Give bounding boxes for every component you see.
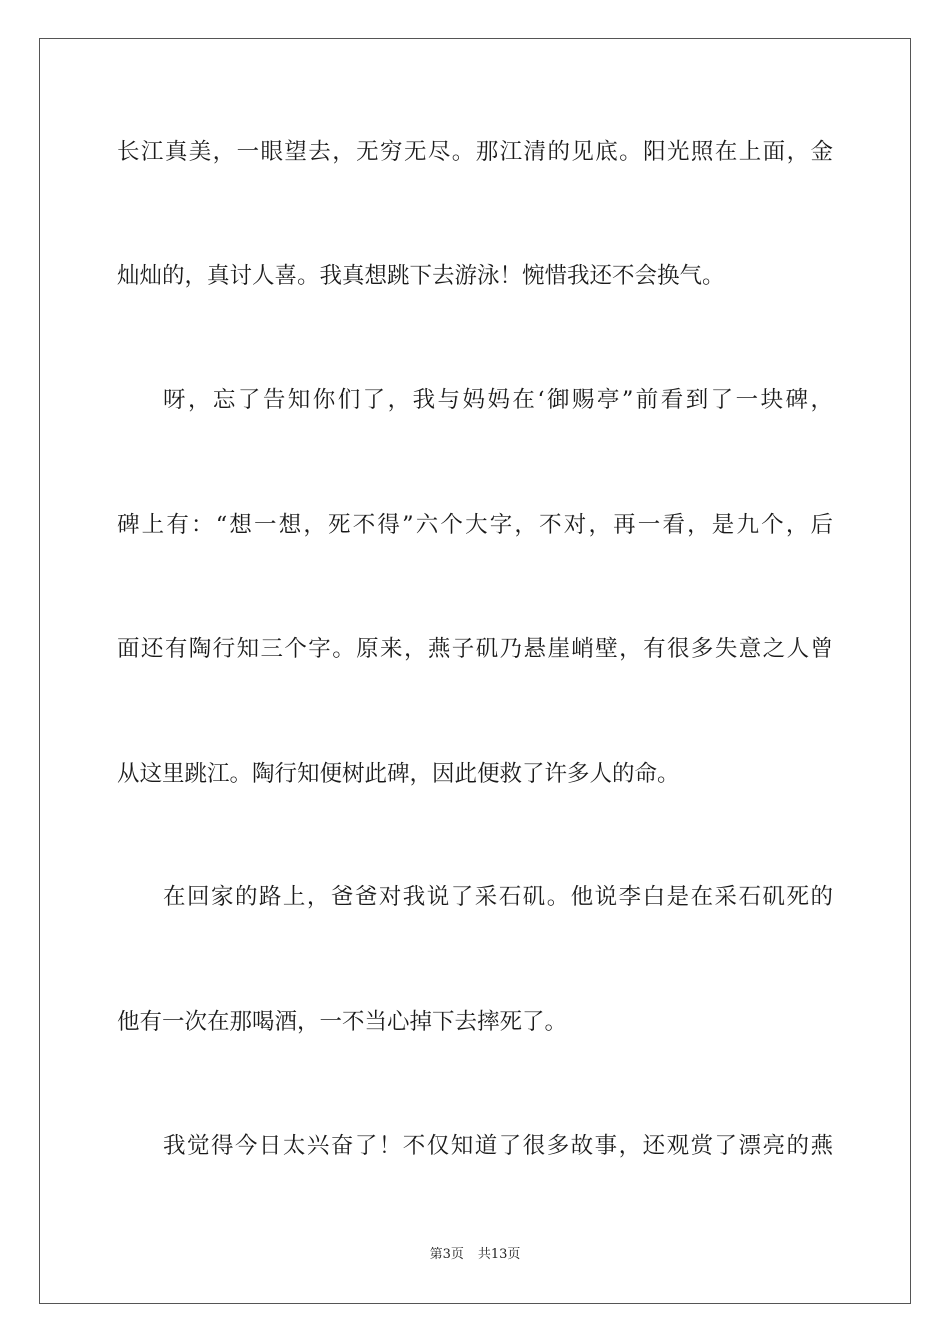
page-border: [39, 38, 911, 1304]
page-footer: [0, 1246, 950, 1264]
page-number: 第3页: [429, 1247, 464, 1262]
text-line-6: 从这里跳江。陶行知便树此碑，因此便救了许多人的命。: [117, 761, 680, 787]
text-line-5: 面还有陶行知三个字。原来，燕子矶乃悬崖峭壁，有很多失意之人曾: [117, 636, 833, 662]
text-line-4: 碑上有：“想一想，死不得”六个大字，不对，再一看，是九个，后: [117, 512, 833, 538]
text-line-2: 灿灿的，真讨人喜。我真想跳下去游泳！惋惜我还不会换气。: [117, 263, 725, 289]
text-line-3: 呀，忘了告知你们了，我与妈妈在‘御赐亭”前看到了一块碑，: [163, 387, 833, 413]
text-line-8: 他有一次在那喝酒，一不当心掉下去摔死了。: [117, 1009, 568, 1035]
page-total: 共13页: [477, 1247, 521, 1262]
text-line-1: 长江真美，一眼望去，无穷无尽。那江清的见底。阳光照在上面，金: [117, 139, 833, 165]
text-line-7: 在回家的路上，爸爸对我说了采石矶。他说李白是在采石矶死的: [163, 884, 833, 910]
text-line-9: 我觉得今日太兴奋了！不仅知道了很多故事，还观赏了漂亮的燕: [163, 1133, 833, 1159]
